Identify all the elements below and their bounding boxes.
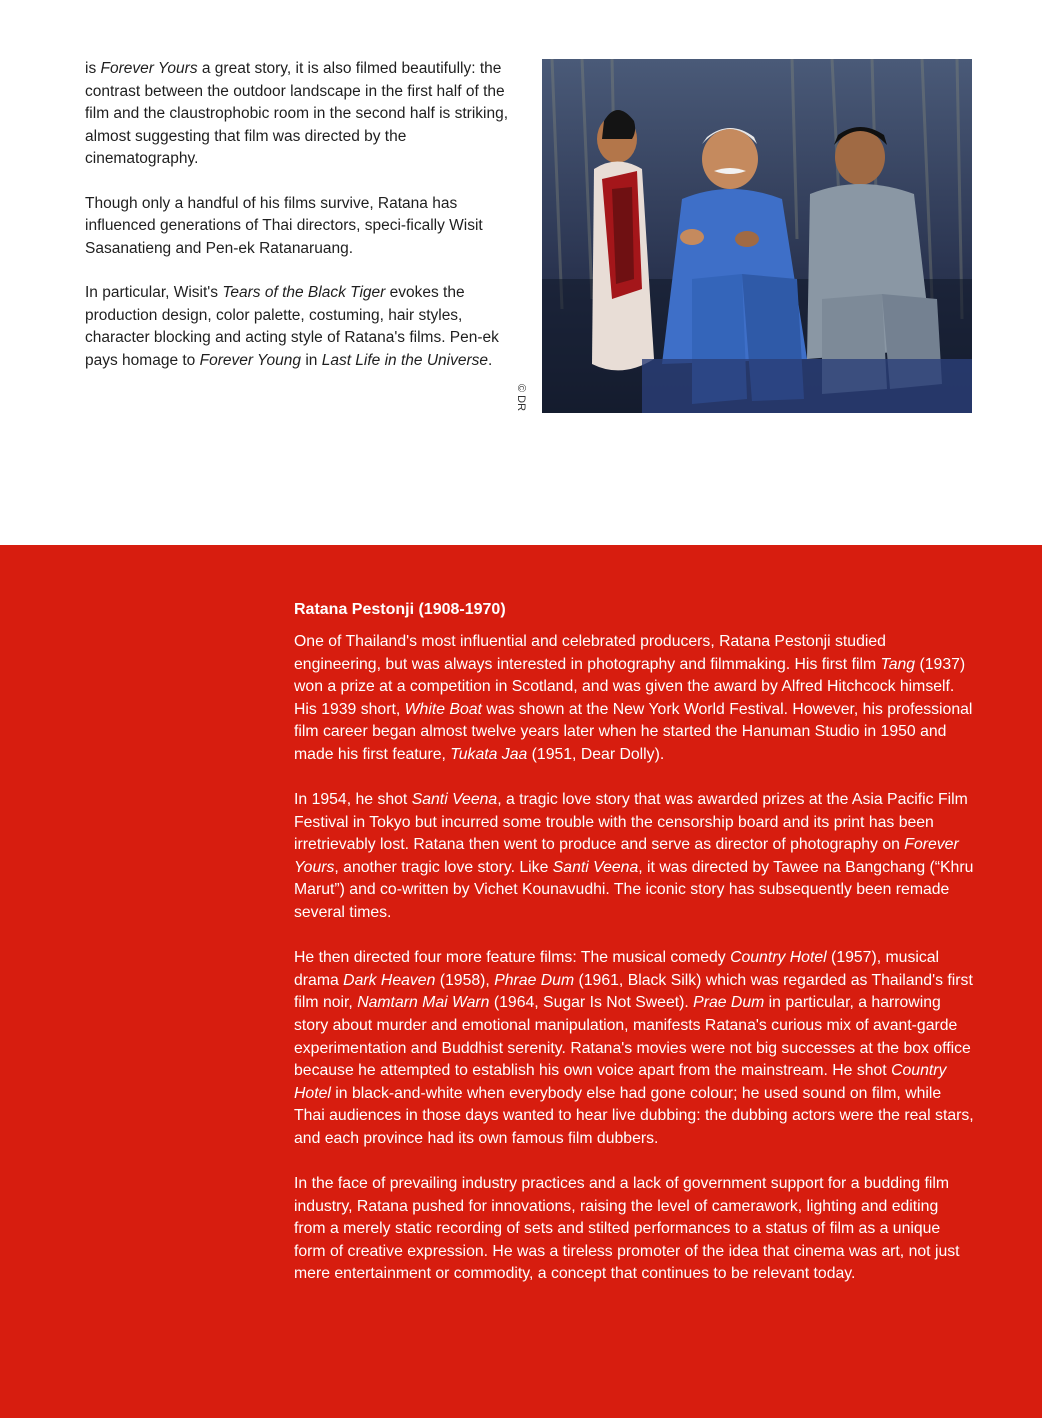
text-run: is bbox=[85, 60, 101, 77]
film-title: Forever Yours bbox=[294, 836, 959, 876]
film-title: Country Hotel bbox=[294, 1062, 947, 1102]
text-run: (1937) won a prize at a competition in Scotland, and was given the award by Alfred Hitchcock himself. His 1939 short, bbox=[294, 655, 966, 718]
biography-panel bbox=[0, 545, 1042, 1418]
intro-paragraph-2 bbox=[85, 193, 517, 261]
film-title: Country Hotel bbox=[730, 949, 827, 967]
text-run: evokes the production design, color palette, costuming, hair styles, character blocking and acting style of Ratana's films. Pen-ek pays homage to bbox=[85, 284, 499, 369]
film-still-photo bbox=[542, 59, 972, 413]
biography-title: Ratana Pestonji (1908-1970) bbox=[294, 601, 506, 618]
text-run: a great story, it is also filmed beautifully: the contrast between the outdoor landscape in the first half of the film and the claustrophobic room in the second half is striking, almost suggesting that film was directed by the cinematography. bbox=[85, 60, 509, 167]
text-run: (1957), musical drama bbox=[294, 949, 940, 989]
film-title: Namtarn Mai Warn bbox=[357, 994, 490, 1012]
biography-paragraph-3 bbox=[294, 947, 974, 1150]
text-run: One of Thailand's most influential and celebrated producers, Ratana Pestonji studied engineering, but was always interested in photography and filmmaking. His first film bbox=[294, 633, 886, 673]
biography-paragraph-4 bbox=[294, 1173, 974, 1286]
film-title: Prae Dum bbox=[693, 994, 765, 1012]
text-run: In particular, Wisit's bbox=[85, 284, 223, 301]
film-still-illustration bbox=[542, 59, 972, 413]
film-title: Dark Heaven bbox=[343, 971, 436, 989]
text-run: He then directed four more feature films: The musical comedy bbox=[294, 949, 731, 967]
film-title: White Boat bbox=[404, 700, 482, 718]
film-title: Tang bbox=[880, 655, 916, 673]
photo-credit: © DR bbox=[515, 384, 527, 412]
biography-paragraph-2 bbox=[294, 789, 974, 925]
biography-paragraph-1 bbox=[294, 631, 974, 767]
text-run: , a tragic love story that was awarded prizes at the Asia Pacific Film Festival in Tokyo but incurred some trouble with the censorship board and its print has been irretrievably lost. Ratana then went to produce and serve as director of photography on bbox=[294, 791, 968, 854]
text-run: , it was directed by Tawee na Bangchang (“Khru Marut”) and co-written by Vichet Kounavudhi. The iconic story has subsequently been remade several times. bbox=[294, 858, 974, 922]
text-run: in black-and-white when everybody else had gone colour; he used sound on film, while Thai audiences in those days wanted to hear live dubbing: the dubbing actors were the real stars, and each province had its own famous film dubbers. bbox=[294, 1084, 974, 1147]
text-run: (1964, Sugar Is Not Sweet). bbox=[489, 994, 694, 1012]
text-run: was shown at the New York World Festival. However, his professional film career began almost twelve years later when he started the Hanuman Studio in 1950 and made his first feature, bbox=[294, 700, 973, 763]
intro-column bbox=[85, 58, 517, 394]
film-title: Phrae Dum bbox=[494, 971, 575, 989]
text-run: in bbox=[301, 351, 322, 369]
film-title: Santi Veena bbox=[552, 858, 639, 876]
biography-text bbox=[294, 599, 974, 1308]
film-title: Forever Yours bbox=[100, 60, 198, 77]
text-run: In the face of prevailing industry practices and a lack of government support for a budding film industry, Ratana pushed for innovations, raising the level of camerawork, lighting and editing from a merely static recording of sets and stilted performances to a status of film as a unique form of creative expression. He was a tireless promoter of the idea that cinema was art, not just mere entertainment or commodity, a concept that continues to be relevant today. bbox=[294, 1174, 960, 1283]
text-run: (1961, Black Silk) which was regarded as Thailand's first film noir, bbox=[294, 971, 973, 1012]
text-run: In 1954, he shot bbox=[294, 791, 412, 809]
film-title: Last Life in the Universe bbox=[321, 351, 488, 369]
intro-paragraph-3 bbox=[85, 282, 517, 372]
text-run: , another tragic love story. Like bbox=[334, 858, 553, 876]
text-run: Though only a handful of his films survive, Ratana has influenced generations of Thai directors, speci-fically Wisit Sasanatieng and Pen-ek Ratanaruang. bbox=[85, 194, 483, 257]
intro-paragraph-1 bbox=[85, 58, 517, 171]
text-run: . bbox=[488, 351, 493, 369]
film-title: Tears of the Black Tiger bbox=[222, 284, 386, 301]
film-title: Forever Young bbox=[199, 351, 302, 369]
film-title: Tukata Jaa bbox=[450, 745, 528, 763]
text-run: in particular, a harrowing story about murder and emotional manipulation, manifests Ratana's curious mix of avant-garde experimentation and Buddhist serenity. Ratana's movies were not big successes at the box office because he attempted to establish his own voice apart from the mainstream. He shot bbox=[294, 994, 971, 1080]
film-title: Santi Veena bbox=[411, 791, 498, 809]
text-run: (1951, Dear Dolly). bbox=[527, 745, 665, 763]
text-run: (1958), bbox=[435, 971, 495, 989]
